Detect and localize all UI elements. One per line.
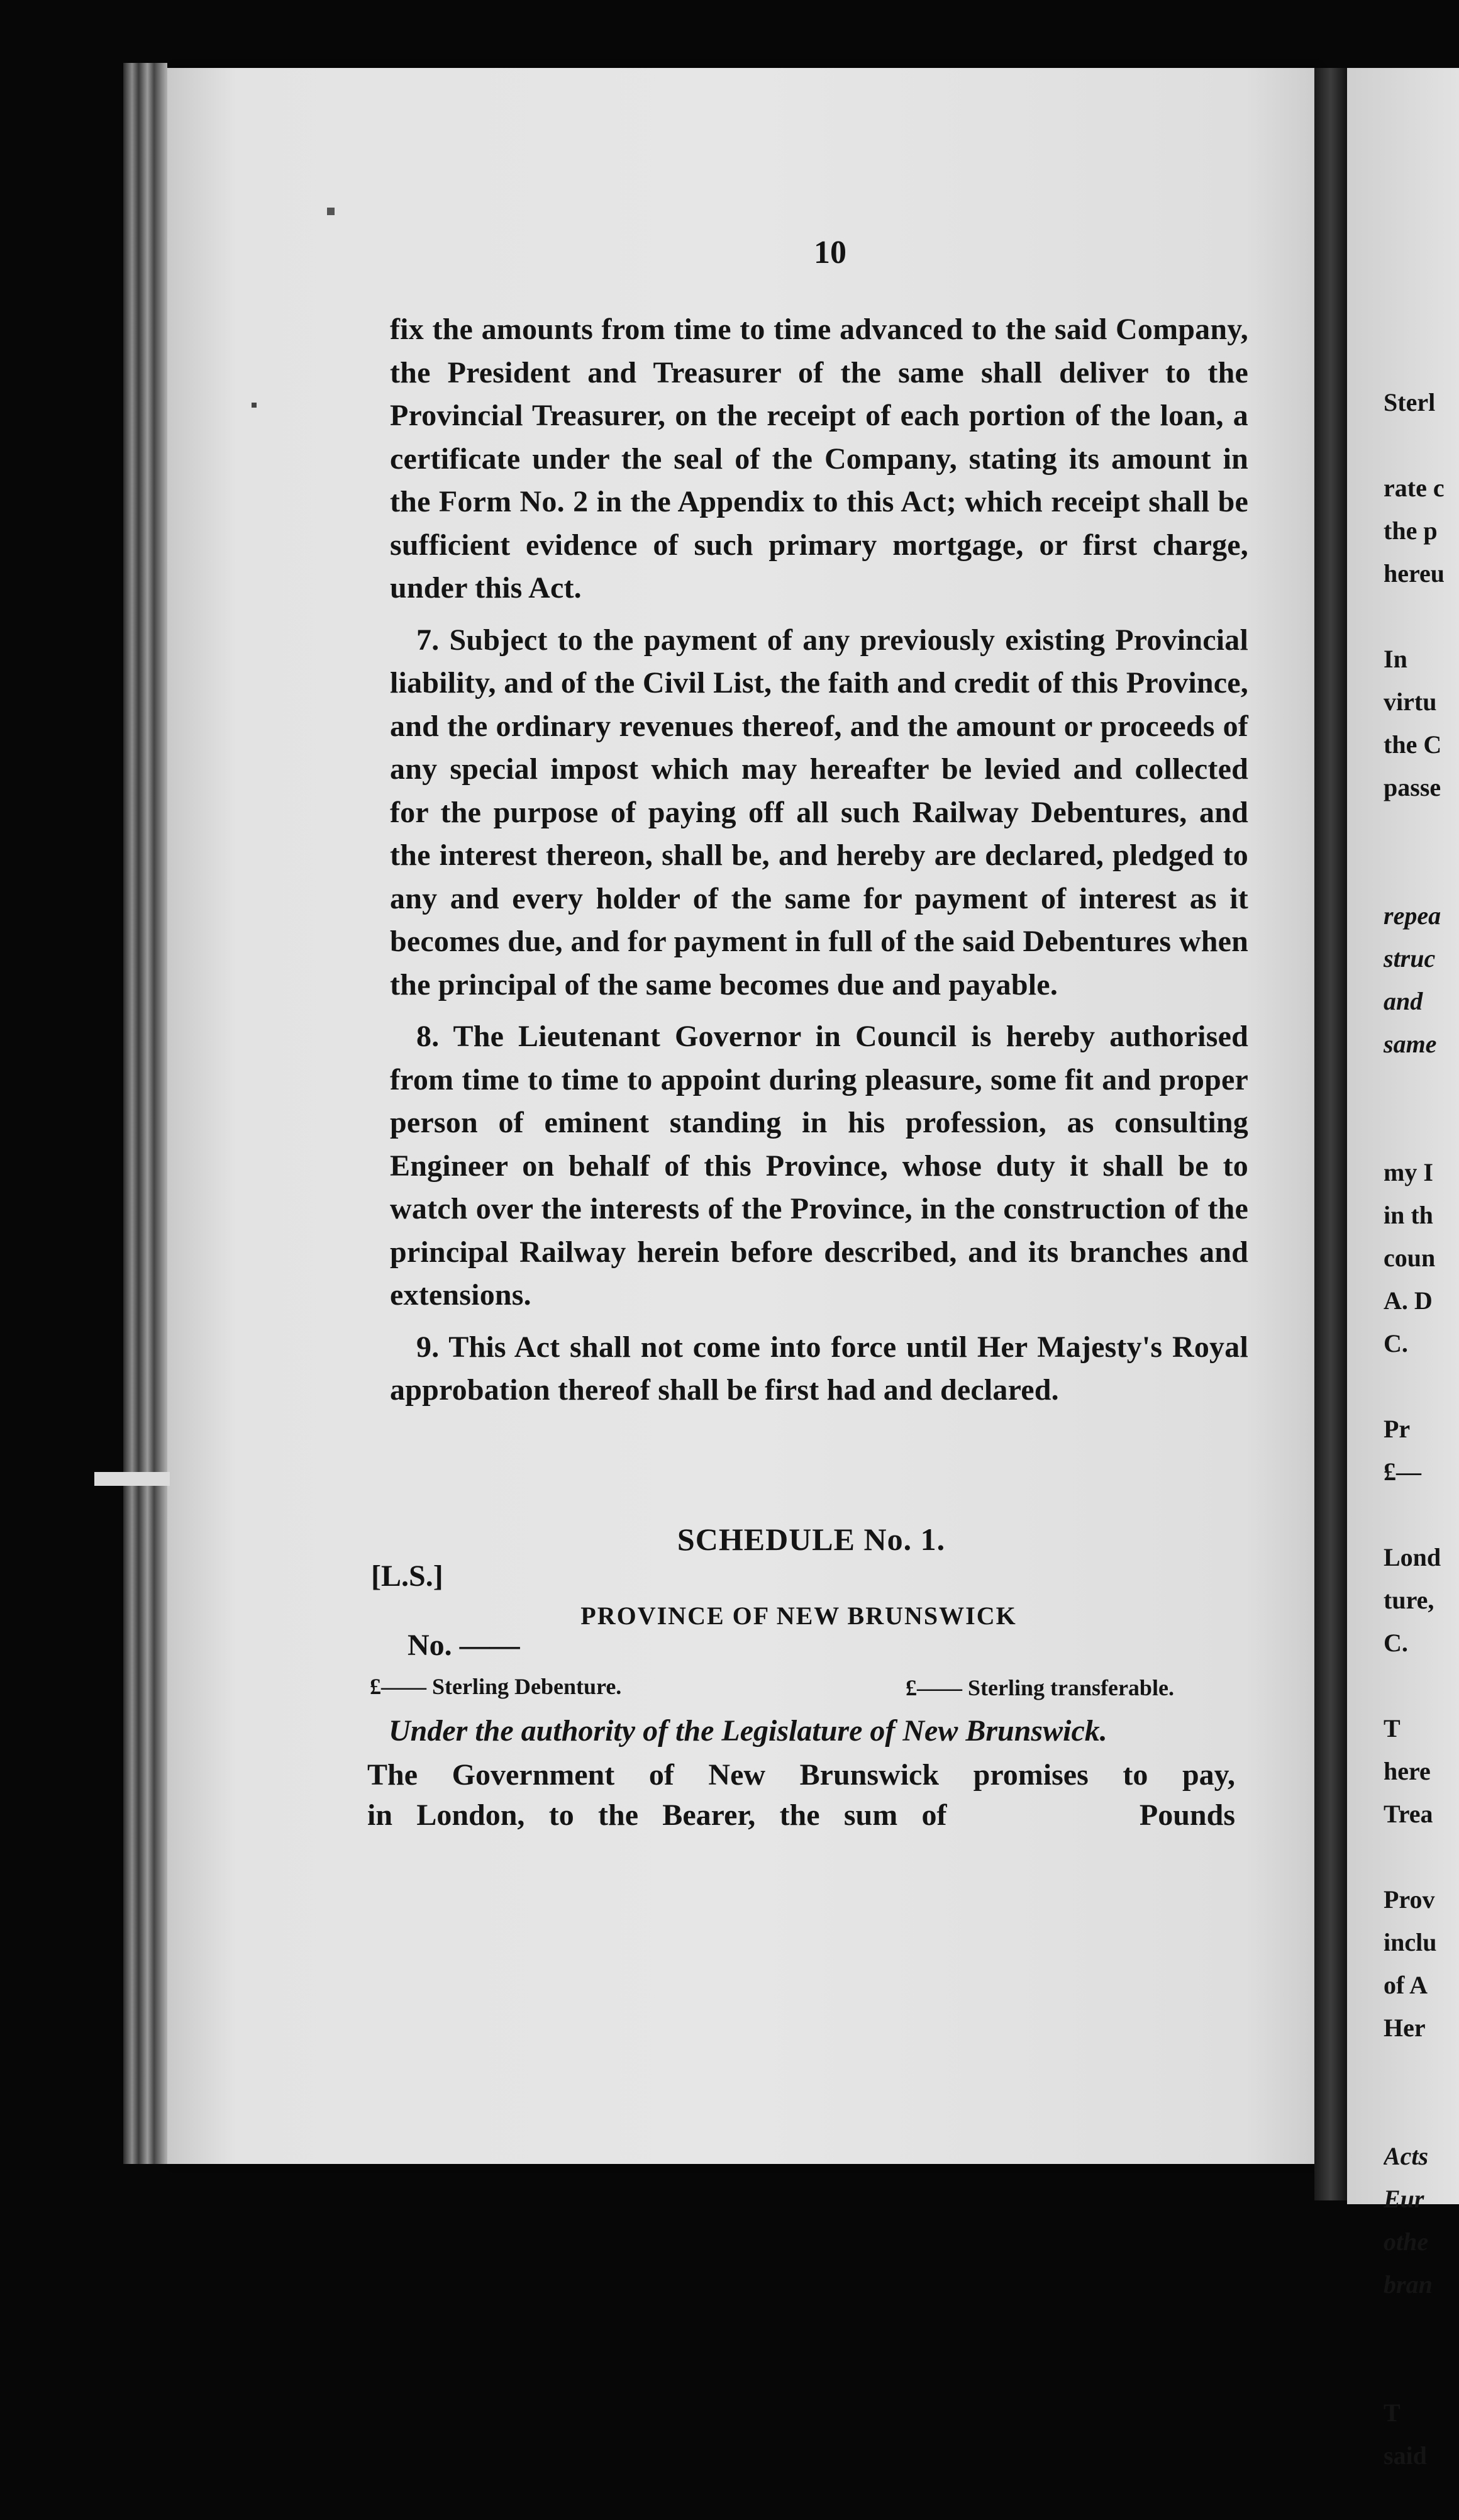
debenture-left: £—— Sterling Debenture.: [370, 1674, 622, 1699]
scan-speck: [327, 208, 335, 215]
promise-line-1: The Government of New Brunswick promises to pay,: [367, 1758, 1235, 1792]
paragraph-section-8: 8. The Lieutenant Governor in Council is hereby authorised from time to time to appoint during pleasure, some fit and proper person of eminent standing in his profession, as consulting Engineer on behalf of this Province, whose duty it shall be to watch over the interests of the Province, in the construction of the principal Railway herein before described, and its branches and extensions.: [390, 1020, 1248, 1312]
paragraph-section-9: 9. This Act shall not come into force until Her Majesty's Royal approbation thereof shall be first had and declared.: [390, 1330, 1248, 1407]
facing-fragment-1: Sterl rate c the p hereu In virtu the C passe: [1384, 388, 1445, 801]
scan-speck: [252, 403, 257, 408]
province-heading: PROVINCE OF NEW BRUNSWICK: [580, 1602, 1017, 1630]
facing-page-text: [1384, 296, 1459, 2520]
facing-fragment-italic-1: repea struc and same: [1384, 901, 1441, 1058]
facing-fragment-2: my I in th coun A. D C. Pr £— Lond ture, C. T here Trea Prov inclu of A Her: [1384, 1158, 1441, 2042]
seal-mark: [L.S.]: [371, 1559, 443, 1593]
paragraph-continuation: fix the amounts from time to time advanced to the said Company, the President and Treasurer of the same shall deliver to the Provincial Treasurer, on the receipt of each portion of the loan, a certificate under the seal of the Company, stating its amount in the Form No. 2 in the Appendix to this Act; which receipt shall be sufficient evidence of such primary mortgage, or first charge, under this Act.: [390, 313, 1248, 605]
debenture-right: £—— Sterling transferable.: [906, 1675, 1174, 1700]
promise-text: [367, 1755, 1235, 1836]
facing-fragment-3: T said: [1384, 2399, 1427, 2470]
promise-line-2: in London, to the Bearer, the sum of Pounds: [367, 1798, 1235, 1832]
book-gutter: [1314, 68, 1347, 2200]
body-text: [390, 308, 1248, 1421]
facing-fragment-italic-2: Acts Eur othe bran: [1384, 2142, 1433, 2299]
page-number: 10: [814, 235, 846, 270]
authority-line: Under the authority of the Legislature of New Brunswick.: [389, 1714, 1107, 1748]
scan-speck: [94, 1472, 170, 1486]
schedule-title: SCHEDULE No. 1.: [677, 1522, 946, 1557]
number-line: No. ——: [408, 1629, 520, 1662]
book-binding: [123, 63, 167, 2164]
paragraph-section-7: 7. Subject to the payment of any previously existing Provincial liability, and of the Civil List, the faith and credit of this Province, and the ordinary revenues thereof, and the amount or proceeds of any special impost which may hereafter be levied and collected for the purpose of paying off all such Railway Debentures, and the interest thereon, shall be, and hereby are declared, pledged to any and every holder of the same for payment of interest as it becomes due, and for payment in full of the said Debentures when the principal of the same becomes due and payable.: [390, 623, 1248, 1001]
